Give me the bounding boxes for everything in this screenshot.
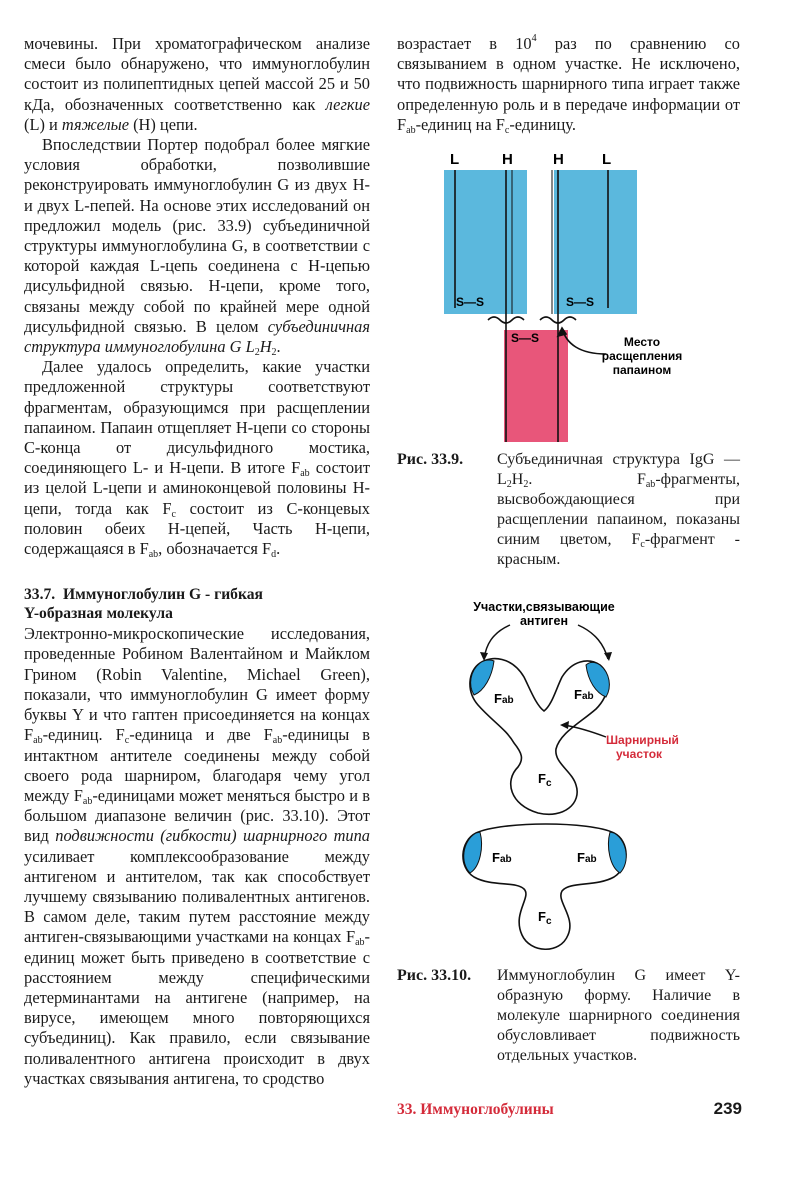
- igg-t-shape: [463, 824, 626, 949]
- paragraph: возрастает в $10^4$ раз по сравнению со связыванием в одном участке. Не исключено, что подвижность шарнирного типа играет также определенную роль и в передаче информации от $F_{ab}$-единиц на $F_c$-единицу.: [397, 33, 741, 136]
- disulfide-bond-right: S—S: [566, 295, 595, 309]
- hinge-label: Шарнирный: [606, 733, 679, 747]
- right-column: [397, 34, 740, 135]
- fab-block-right: [554, 170, 637, 314]
- figure-33-9-caption: Рис. 33.9. Субъединичная структура IgG — $L_2H_2$. $F_{ab}$-фрагменты, высвобождающиеся при расщеплении папаином, показаны синим цветом, $F_c$-фрагмент - красным.: [397, 451, 740, 568]
- arrow-to-right-site: [578, 625, 608, 659]
- chain-label-h-left: H: [502, 151, 513, 168]
- chain-label-l-left: L: [450, 151, 460, 168]
- arrow-to-left-site: [484, 625, 510, 659]
- fc-label: $F_c$: [538, 909, 552, 927]
- chain-label-l-right: L: [602, 151, 612, 168]
- fab-block-left: [444, 170, 527, 314]
- disulfide-bond-hinge: S—S: [511, 331, 540, 345]
- hinge-arrow: [564, 725, 606, 737]
- fab-label-right: Fab: [577, 850, 597, 865]
- paragraph: Электронно-микроскопические исследования, проведенные Робином Валентайном и Майклом Грином (Robin Valentine, Michael Green), показали, что иммуноглобулин G имеет форму буквы Y и что гаптен присоединяется на концах $F_{ab}$-единиц. $F_c$-единица и две $F_{ab}$-единицы в интактном антителе соединены между собой своего рода шарниром, благодаря чему угол между $F_{ab}$-единицами может меняться быстро и в большом диапазоне величин (рис. 33.10). Этот вид подвижности (гибкости) шарнирного типа усиливает комплексообразование между антигеном и антителом, так как способствует лучшему связыванию поливалентных антигенов. В самом деле, таким путем расстояние между антиген-связывающими участками на концах $F_{ab}$-единиц может быть приведено в соответствие с расстоянием между специфическими детерминантами на антигене (например, на вирусе, имеющем много повторяющихся субъединиц). Как правило, если связывание поливалентного антигена происходит в двух участках связывания антигена, то сродство: [24, 624, 371, 1088]
- fab-label-left: Fab: [494, 691, 514, 706]
- hinge-label: участок: [616, 747, 663, 761]
- annotation-arrow: [562, 328, 606, 354]
- section-heading: 33.7. Иммуноглобулин G - гибкая Y-образная молекула: [24, 586, 263, 623]
- papain-site-label: Место: [623, 335, 661, 349]
- paragraph: мочевины. При хроматографическом анализе смеси было обнаружено, что иммуноглобулин состоит из полипептидных цепей массой 25 и 50 кДа, обозначенных соответственно как легкие (L) и тяжелые (H) цепи.: [24, 34, 370, 134]
- papain-site-label: папаином: [612, 363, 672, 377]
- figure-33-9-diagram: [420, 148, 710, 444]
- fab-label-right: Fab: [574, 687, 594, 702]
- igg-y-shape: [470, 659, 608, 815]
- figure-33-10-diagram: [440, 595, 740, 960]
- paragraph: Впоследствии Портер подобрал более мягкие условия обработки, позволившие реконструировать иммуноглобулин G из двух H- и двух L-пепей. На основе этих исследований он предложил модель (рис. 33.9) субъединичной структуры иммуноглобулина G, в соответствии с которой каждая L-цепь соединена с H-цепью дисульфидной связью. H-цепи, кроме того, связаны между собой по крайней мере одной дисульфидной связью. В целом субъединичная структура иммуноглобулина G $L_2H_2$.: [24, 135, 370, 359]
- chain-label-h-right: H: [553, 151, 564, 168]
- antigen-sites-label: антиген: [519, 614, 569, 628]
- page-number: 239: [713, 1099, 742, 1118]
- fab-label-left: Fab: [492, 850, 512, 865]
- papain-site-label: расщепления: [601, 349, 683, 363]
- fc-label: $F_c$: [538, 771, 552, 789]
- left-column: [24, 34, 370, 1089]
- figure-33-10-caption: Рис. 33.10. Иммуноглобулин G имеет Y-образную форму. Наличие в молекуле шарнирного соединения обусловливает подвижность отдельных участков.: [397, 967, 740, 1064]
- running-footer-chapter: 33. Иммуноглобулины: [397, 1101, 554, 1118]
- paragraph: Далее удалось определить, какие участки предложенной структуры соответствуют фрагментам, образующимся при расщеплении папаином. Папаин отщепляет H-цепи со стороны C-конца от дисульфидного мостика, соединяющего L- и H-цепи. В итоге $F_{ab}$ состоит из целой L-цепи и аминоконцевой половины H-цепи, тогда как $F_c$ состоит из C-концевых половин обеих H-цепей, Часть H-цепи, содержащаяся в $F_{ab}$, обозначается $F_d$.: [24, 357, 370, 561]
- disulfide-bond-left: S—S: [456, 295, 485, 309]
- antigen-sites-label: Участки,связывающие: [473, 600, 615, 614]
